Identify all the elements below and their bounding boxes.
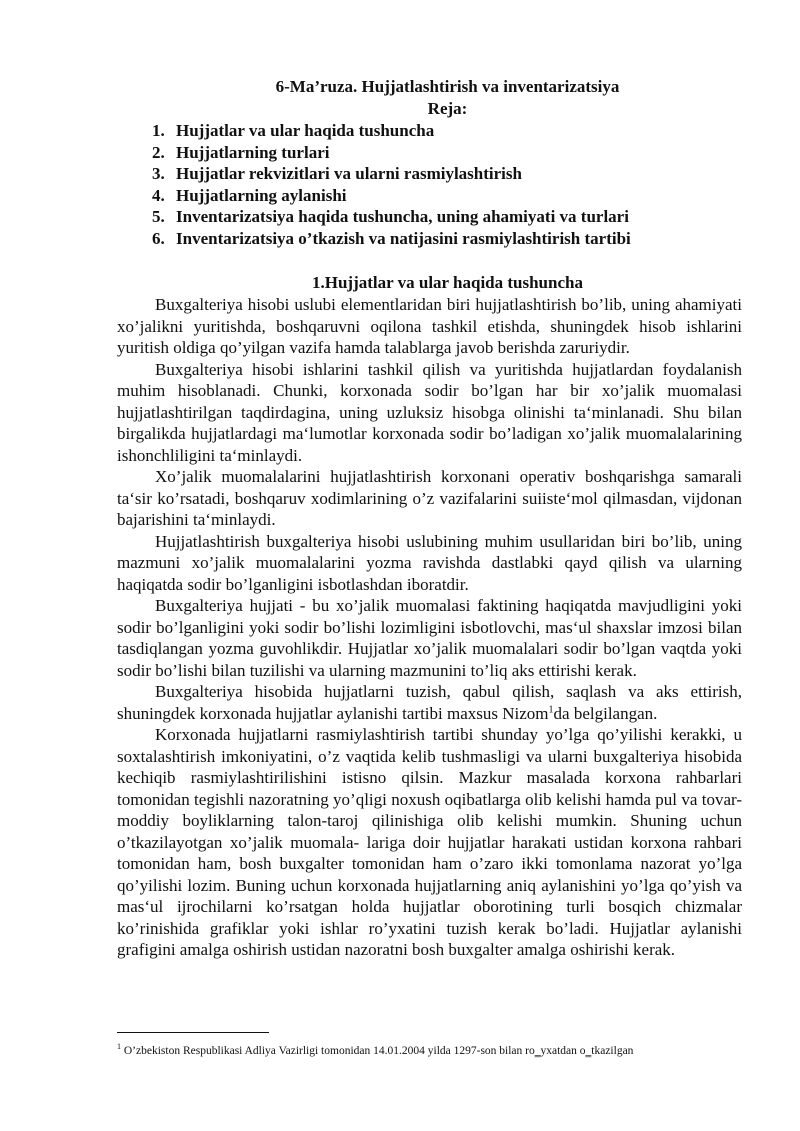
footnote-divider [117, 1032, 269, 1033]
plan-item-text: Hujjatlar va ular haqida tushuncha [176, 121, 435, 140]
paragraph: Buxgalteriya hujjati - bu xo’jalik muomalasi faktining haqiqatda mavjudligini yoki sodir bo’lganligini yoki sodir bo’lishi lozimligini isbotlovchi, mas‘ul shaxslar imzosi bilan tasdiqlangan yozma guvohlikdir. Hujjatlar xo’jalik muomalalari sodir bo’lgan vaqtda yoki sodir bo’lishi bilan tuzilishi va ularning mazmunini to’liq aks ettirishi kerak. [117, 596, 742, 680]
plan-item-text: Hujjatlarning aylanishi [176, 185, 347, 205]
nizom-text-before: Buxgalteriya hisobida hujjatlarni tuzish, qabul qilish, saqlash va aks ettirish, shuningdek korxonada hujjatlar aylanishi tartibi maxsus Nizom [117, 682, 742, 723]
plan-item [152, 206, 631, 228]
plan-item-number: 5. [152, 207, 165, 227]
paragraph: Korxonada hujjatlarni rasmiylashtirish tartibi shunday yo’lga qo’yilishi kerakki, u soxtalashtirish imkoniyatini, o’z vaqtida kelib tushmasligi va ularni buxgalteriya hisobida kechiqib rasmiylashtirilishini istisno qilsin. Mazkur masalada korxona rahbarlari tomonidan tegishli nazoratning yo’qligi noxush oqibatlarga olib kelishi hamda pul va tovar-moddiy boyliklarning talon-taroj qilinishiga olib kelishi mumkin. Shuning uchun o’tkazilayotgan xo’jalik muomala- lariga doir hujjatlar harakati ustidan korxona rahbari tomonidan ham, bosh buxgalter tomonidan ham o’zaro ikki tomonlama nazorat yo’lga qo’yilishi lozim. Buning uchun korxonada hujjatlarning aniq aylanishini yo’lga qo’yish va mas‘ul ijrochilarni ko’rsatgan holda hujjatlar oborotining turli bosqich chizmalar ko’rinishida grafiklar yoki ishlar ro’yxatini tuzish kerak bo’ladi. Hujjatlar aylanishi grafigini amalga oshirish ustidan nazoratni bosh buxgalter amalga oshirishi kerak. [117, 725, 742, 959]
plan-item [152, 163, 631, 185]
footnote [117, 1040, 757, 1058]
paragraph: Buxgalteriya hisobi ishlarini tashkil qilish va yuritishda hujjatlardan foydalanish muhim hisoblanadi. Chunki, korxonada sodir bo’lgan har bir xo’jalik muomalasi hujjatlashtirilgan taqdirdagina, uning uzluksiz hisobga olinishi ta‘minlanadi. Shu bilan birgalikda hujjatlardagi ma‘lumotlar korxonada sodir bo’ladigan xo’jalik muomalalarining ishonchliligini ta‘minlaydi. [117, 359, 742, 465]
nizom-text-after: da belgilangan. [553, 703, 658, 723]
plan-item-number: 6. [152, 228, 165, 248]
paragraph-nizom [117, 681, 742, 724]
plan-item-text: Inventarizatsiya haqida tushuncha, uning ahamiyati va turlari [176, 207, 629, 227]
plan-label: Reja: [427, 99, 468, 118]
plan-item-number: 4. [152, 185, 165, 205]
plan-item-text: Hujjatlarning turlari [176, 142, 330, 162]
lecture-title: 6-Ma’ruza. Hujjatlashtirish va inventarizatsiya [275, 77, 620, 96]
plan-item [152, 142, 631, 164]
plan-item-number: 3. [152, 164, 165, 184]
plan-item-number: 2. [152, 142, 165, 162]
footnote-marker: 1 [117, 1042, 121, 1051]
paragraph: Xo’jalik muomalalarini hujjatlashtirish korxonani operativ boshqarishga samarali ta‘sir ko’rsatadi, boshqaruv xodimlarining o’z vazifalarini suiiste‘mol qilmasdan, vijdonan bajarishini ta‘minlaydi. [117, 467, 742, 529]
plan-item [152, 228, 631, 250]
section-heading: 1.Hujjatlar va ular haqida tushuncha [312, 273, 583, 292]
footnote-text: O’zbekiston Respublikasi Adliya Vazirligi tomonidan 14.01.2004 yilda 1297-son bilan ro‗yxatdan o‗tkazilgan [121, 1044, 634, 1057]
footnote-reference[interactable]: 1 [548, 703, 554, 715]
plan-list [152, 120, 631, 250]
body-text [117, 294, 742, 961]
paragraph: Hujjatlashtirish buxgalteriya hisobi uslubining muhim usullaridan biri bo’lib, uning mazmuni xo’jalik muomalalarini yozma ravishda dastlabki qayd qilish va ularning haqiqatda sodir bo’lganligini isbotlashdan iboratdir. [117, 531, 742, 594]
plan-item-text: Hujjatlar rekvizitlari va ularni rasmiylashtirish [176, 164, 522, 184]
plan-item [152, 120, 631, 142]
plan-item-number: 1. [152, 121, 165, 140]
plan-item-text: Inventarizatsiya o’tkazish va natijasini rasmiylashtirish tartibi [176, 228, 631, 248]
plan-item [152, 185, 631, 207]
paragraph: Buxgalteriya hisobi uslubi elementlaridan biri hujjatlashtirish bo’lib, uning ahamiyati xo’jalikni yuritishda, boshqaruvni oqilona tashkil etishda, shuningdek hisob ishlarini yuritish oldiga qo’yilgan vazifa hamda talablarga javob berishda zaruriydir. [117, 295, 742, 357]
